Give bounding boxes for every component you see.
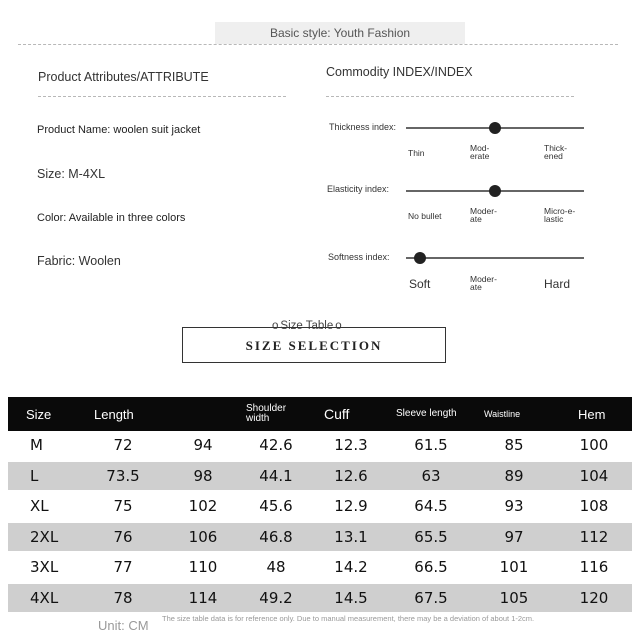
index-divider [326, 96, 574, 97]
header-cuff: Cuff [312, 397, 390, 431]
softness-indicator [414, 252, 426, 264]
size-table-tag: o Size Table o [272, 320, 342, 332]
table-cell: 44.1 [240, 461, 312, 492]
table-cell: 66.5 [390, 552, 472, 583]
table-cell: 12.6 [312, 461, 390, 492]
table-cell: 14.5 [312, 583, 390, 614]
table-cell: 42.6 [240, 431, 312, 461]
table-cell: 76 [80, 522, 166, 553]
table-cell: 13.1 [312, 522, 390, 553]
table-cell: 64.5 [390, 491, 472, 522]
table-cell: 75 [80, 491, 166, 522]
elasticity-indicator [489, 185, 501, 197]
table-cell: 61.5 [390, 431, 472, 461]
table-cell: 104 [556, 461, 632, 492]
table-cell: 120 [556, 583, 632, 614]
table-cell: 105 [472, 583, 556, 614]
table-row [8, 552, 632, 583]
index-title: Commodity INDEX/INDEX [326, 65, 473, 79]
table-cell: 46.8 [240, 522, 312, 553]
measurement-note: The size table data is for reference only. Due to manual measurement, there may be a deviation of about 1-2cm. [162, 614, 535, 623]
thickness-tick-high: Thick- ened [544, 143, 568, 161]
product-color: Color: Available in three colors [37, 212, 186, 224]
table-cell: 12.3 [312, 431, 390, 461]
thickness-tick-mid: Mod- erate [470, 143, 490, 161]
table-cell: XL [8, 491, 80, 522]
attributes-title: Product Attributes/ATTRIBUTE [38, 70, 209, 84]
style-banner: Basic style: Youth Fashion [215, 22, 465, 44]
table-cell: 112 [556, 522, 632, 553]
table-cell: 108 [556, 491, 632, 522]
table-cell: 65.5 [390, 522, 472, 553]
table-cell: 48 [240, 552, 312, 583]
top-divider [18, 44, 618, 45]
table-cell: 85 [472, 431, 556, 461]
table-row [8, 461, 632, 492]
unit-label: Unit: CM [98, 618, 149, 633]
table-row [8, 491, 632, 522]
softness-label: Softness index: [328, 252, 390, 262]
elasticity-tick-low: No bullet [408, 211, 442, 221]
table-cell: 100 [556, 431, 632, 461]
table-cell: 14.2 [312, 552, 390, 583]
softness-tick-mid: Moder- ate [470, 274, 497, 292]
table-cell: 45.6 [240, 491, 312, 522]
size-table [8, 397, 632, 614]
table-cell: 63 [390, 461, 472, 492]
table-cell: 2XL [8, 522, 80, 553]
table-cell: 110 [166, 552, 240, 583]
softness-tick-low: Soft [409, 277, 431, 291]
table-cell: 102 [166, 491, 240, 522]
thickness-label: Thickness index: [329, 122, 397, 132]
header-bust [166, 397, 240, 431]
header-size: Size [8, 397, 80, 431]
thickness-tick-low: Thin [408, 148, 425, 158]
header-sleeve: Sleeve length [390, 397, 472, 431]
table-row [8, 583, 632, 614]
table-cell: 67.5 [390, 583, 472, 614]
table-row [8, 522, 632, 553]
table-cell: 3XL [8, 552, 80, 583]
table-cell: 72 [80, 431, 166, 461]
header-length: Length [80, 397, 166, 431]
table-row [8, 431, 632, 461]
table-cell: 77 [80, 552, 166, 583]
table-cell: 94 [166, 431, 240, 461]
elasticity-tick-high: Micro-e- lastic [544, 206, 576, 224]
elasticity-tick-mid: Moder- ate [470, 206, 497, 224]
table-cell: 116 [556, 552, 632, 583]
header-shoulder: Shoulder width [240, 397, 312, 431]
table-cell: 114 [166, 583, 240, 614]
table-cell: 106 [166, 522, 240, 553]
size-table-header [8, 397, 632, 431]
table-cell: 49.2 [240, 583, 312, 614]
thickness-indicator [489, 122, 501, 134]
table-cell: 4XL [8, 583, 80, 614]
header-hem: Hem [556, 397, 632, 431]
attributes-divider [38, 96, 286, 97]
table-cell: 12.9 [312, 491, 390, 522]
table-cell: 97 [472, 522, 556, 553]
table-cell: 78 [80, 583, 166, 614]
product-name: Product Name: woolen suit jacket [37, 124, 201, 136]
softness-tick-high: Hard [544, 277, 571, 291]
table-cell: 73.5 [80, 461, 166, 492]
size-selection-heading: SIZE SELECTION [182, 327, 446, 363]
product-fabric: Fabric: Woolen [37, 254, 121, 268]
elasticity-label: Elasticity index: [327, 184, 390, 194]
table-cell: 89 [472, 461, 556, 492]
product-size: Size: M-4XL [37, 167, 106, 181]
table-cell: 101 [472, 552, 556, 583]
table-cell: 93 [472, 491, 556, 522]
table-cell: M [8, 431, 80, 461]
table-cell: 98 [166, 461, 240, 492]
table-cell: L [8, 461, 80, 492]
header-waistline: Waistline [472, 397, 556, 431]
softness-track [406, 257, 584, 259]
